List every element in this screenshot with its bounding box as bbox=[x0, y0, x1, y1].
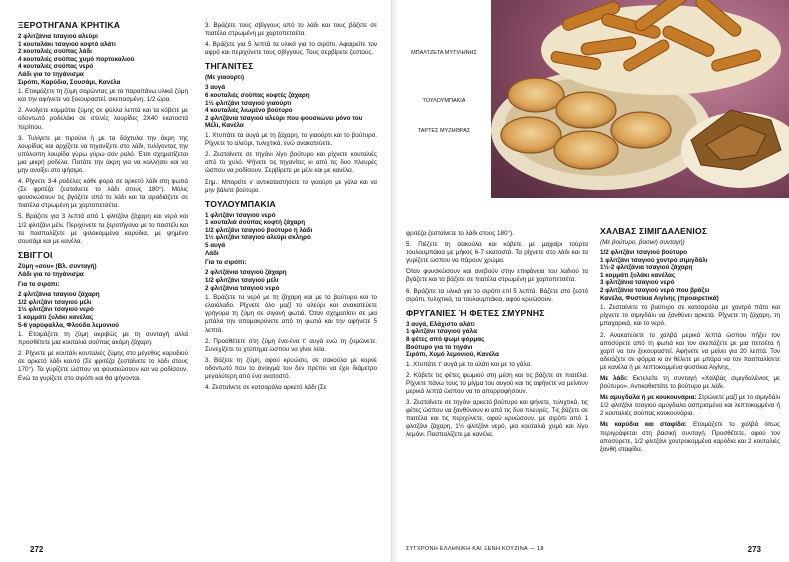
ingredient: 4 κουταλιές σούπας νερό bbox=[18, 63, 94, 71]
ingredient: 1/2 φλιτζάνι τσαγιού μέλι bbox=[205, 276, 279, 284]
step: 1. Ζεσταίνετε το βούτυρο σε κατσαρόλα με χοντρό πάτο και ρίχνετε το σιμιγδάλι να ξανθύνει αρκετά. Ρίχνετε τη ζάχαρη, τη μπαχαρικά, και το νερό. bbox=[600, 304, 780, 328]
step: 3. Βράζετε τους σβίγγους από το λάδι και τους βάζετε σε πιατέλα στρωμένη με χαρτοπετσέτα. bbox=[205, 22, 377, 38]
step: Όταν φουσκώσουν και ανεβούν στην επιφάνεια του λαδιού τα βγάζετε και τα βάζετε σε πιατέλα στρωμένη με χαρτοπετσέτα. bbox=[406, 268, 588, 284]
ingredient: 1 φλιτζάνι τσαγιού γάλα bbox=[406, 328, 477, 336]
ingredient: 3 φλιτζάνια τσαγιού νερό bbox=[600, 279, 675, 287]
step: 3. Βάζετε τη ζύμη, αφού κρυώσει, σε σακούλα με κορνέ οδοντωτό που το άνοιγμά του δεν πρέπει να έχει διάμετρο μεγαλύτερη από ένα εκατοστό. bbox=[205, 356, 377, 380]
right-column-2 bbox=[600, 222, 780, 457]
variation-text: Στρώνετε μαζί με το σιμιγδάλι 1/2 φλιτζάνι τσαγιού αμύγδαλα ασπρισμένα και λεπτοκομμένα ή 2 κουταλιές σούπας κουκουνάρια. bbox=[600, 394, 780, 418]
ingredient: 1/2 φλιτζάνι τσαγιού βούτυρο bbox=[600, 249, 688, 257]
step: 5. Πιέζετε τη σακούλα και κόβετε με μαχαίρι τούρτα τουλουμπάκια με μήκος 6-7 εκατοστά. Τα ρίχνετε στο λάδι και τα γυρίζετε ώσπου να πάρουν χρώμα. bbox=[406, 241, 588, 265]
step: 1. Ετοιμάζετε τη ζύμη σαρώντας με τα παραπάνω υλικά ζύμη και την αφήνετε να ξεκουραστεί, σκεπασμένη, 1/2 ώρα. bbox=[18, 88, 188, 104]
step: 6. Βράζετε τα υλικά για το σιρόπι επί 5 λεπτά. Βάζετε στο ζεστό σιρόπι, τυλιχτικά, τα τουλουμπάκια, αφού κρυώσουν. bbox=[406, 287, 588, 303]
ingredient-list bbox=[406, 321, 588, 359]
step: 1. Χτυπάτε τ' αυγά με το αλάτι και με το γάλα. bbox=[406, 360, 532, 368]
variation bbox=[600, 421, 780, 453]
photo-caption: ΤΟΥΛΟΥΜΠΑΚΙΑ bbox=[422, 98, 466, 104]
ingredient: Λάδι bbox=[205, 249, 219, 257]
ingredient: 5 αυγά bbox=[205, 242, 226, 250]
right-column-1 bbox=[406, 230, 588, 443]
ingredient-list bbox=[18, 33, 188, 86]
ingredient: 3 αυγά, Ελάχιστο αλάτι bbox=[406, 320, 475, 328]
ingredient-list bbox=[205, 84, 377, 130]
variation-text: Ετοιμάζετε το χαλβά όπως περιγράφεται στη βασική συνταγή. Προσθέτετε, αφού τον αποσύρετε, 1/2 φλιτζάνι χοντροκομμένα καρύδια και 2 κουταλιές ξανθή σταφίδα. bbox=[600, 421, 781, 453]
ingredient-list bbox=[18, 291, 188, 329]
recipe-title: ΤΟΥΛΟΥΜΠΑΚΙΑ bbox=[205, 198, 276, 209]
ingredient: Σιρόπι, Καρύδια, Σουσάμι, Κανέλα bbox=[18, 78, 121, 86]
food-photo bbox=[491, 0, 789, 198]
food-photo-illustration bbox=[491, 0, 789, 198]
variation-label: Με αμυγδαλα ή με κουκουνάρια: bbox=[600, 394, 697, 402]
step: 1. Βράζετε το νερό με τη ζάχαρη και με το βούτυρο και το ελαιόλαδο. Ρίχνετε όλο μαζί το αλεύρι και ανακατεύετε γρήγορα τη ζύμη σε σιγανή φωτιά. Όταν σχηματίσει σε μια μπάλα την απομακρύνετε από τη φωτιά και την αφήνετε 5 λεπτά. bbox=[205, 294, 377, 334]
page-number: 273 bbox=[747, 545, 761, 554]
ingredient: 1½ φλιτζάνι τσαγιού γιαούρτι bbox=[205, 99, 292, 107]
ingredient: 1½-2 φλιτζάνια τσαγιού ζάχαρη bbox=[600, 264, 693, 272]
ingredient: Σιρόπι, Χυμό λεμονιού, Κανέλα bbox=[406, 351, 499, 359]
step: 2. Ανακατεύετε το χαλβά μερικά λεπτά ώσπου πήξει τον αποσύρετε από τη φωτιά και τον σκεπάζετε με μια πετσέτα ή χαρτί να τον ξεκουραστεί. Αφήνετε να μείνει για 20 λεπτά. Τον αδειάζετε σε φόρμα κι αν θέλετε με μπάρα να τον πασπαλίσετε με κανέλα ή με λεπτοκομμένα φυστίκια Αιγίνης. bbox=[600, 331, 780, 371]
ingredient: 1 φλιτζάνι τσαγιού χοντρό σιμιγδάλι bbox=[600, 256, 708, 264]
ingredient: 2 φλιτζάνια τσαγιού ζάχαρη bbox=[205, 269, 287, 277]
recipe-title: ΦΡΥΓΑΝΙΕΣ Ή ΦΕΤΕΣ ΣΜΥΡΝΗΣ bbox=[406, 307, 545, 318]
step: 3. Τυλίγετε με πιρούνι ή με τα δάχτυλα την άκρη της λουρίδας και αρχίζετε να τηγανίζετε στο λάδι, τυλίγοντας την υπόλοιπη λουρίδα γύρω γύρω σαν ρολό. Έτσι σχηματίζεται μια μικρή ροδέλα. Πατάτε την άκρη για να κολλήσει και να μην ανοίξει στο ψήσιμο. bbox=[18, 134, 188, 174]
step: 2. Ρίχνετε με κουτάλι κουταλιές ζύμης στο μέγεθος καρυδιού σε αρκετό λάδι καυτό (Σε φριτέζα ζεσταίνετε το λάδι στους 170°). Τα γυρίζετε ώσπου να φουσκώσουν και να ροδίσουν. Ενώ τα γυρίζετε στο σιρόπι και θα ψήνονται. bbox=[18, 350, 188, 382]
recipe-subtitle: (Με βούτυρο, βασική συνταγή) bbox=[600, 239, 685, 246]
recipe-title: ΞΕΡΟΤΗΓΑΝΑ ΚΡΗΤΙΚΑ bbox=[18, 20, 121, 30]
left-column-2 bbox=[205, 22, 377, 395]
variation bbox=[600, 375, 780, 391]
ingredient: 1/2 φλιτζάνι τσαγιού βούτυρο ή λάδι bbox=[205, 226, 313, 234]
step: 5. Βράζετε για 3 λεπτά από 1 φλιτζάνι ζάχαρη και νερό και 1/2 φλιτζάνι μέλι. Περιχύνετε τα ξεροτήγανα με το παστέλι και τα πασπαλίζετε με ψιλοκομμένα καρύδια, με ψημένο σουσάμι και με κανέλα. bbox=[18, 213, 188, 245]
ingredient: 2 φλιτζάνια τσαγιού αλεύρι που φουσκώνει μόνο του bbox=[205, 114, 363, 122]
ingredient: Μέλι, Κανέλα bbox=[205, 122, 244, 130]
ingredient: 2 φλιτζάνια τσαγιού ζάχαρη bbox=[18, 291, 100, 299]
ingredient: 1/2 φλιτζάνι τσαγιού μέλι bbox=[18, 298, 92, 306]
page-number: 272 bbox=[30, 545, 44, 554]
recipe-title: ΧΑΛΒΑΣ ΣΙΜΙΓΔΑΛΕΝΙΟΣ bbox=[600, 226, 708, 236]
step: 2. Κόβετε τις φέτες ψωμιού στη μέση και τις βάζετε σε πιατέλα. Ρίχνετε πάνω τους το μίγμα του αυγού και τις αφήνετε να μείνουν μερικά λεπτά ώσπου να το απορροφήσουν. bbox=[406, 371, 588, 395]
ingredient: 1½ φλιτζάνι τσαγιού αλεύρι σκληρό bbox=[205, 234, 311, 242]
ingredient: 1 κουταλάκι τσαγιού κοφτό αλάτι bbox=[18, 40, 116, 48]
note: Σημ.: Μπορείτε ν' αντικαταστήσετε το γιαούρτι με γάλα και να μην βάλετε βούτυρο. bbox=[205, 179, 377, 194]
right-page bbox=[396, 0, 789, 562]
ingredient: 2 κουταλιές σούπας λάδι bbox=[18, 48, 92, 56]
recipe-subtitle: Ζύμη «σου» (Βλ. συνταγή) Λάδι για το τηγάνισμα bbox=[18, 262, 97, 278]
ingredient: Λάδι για το τηγάνισμα bbox=[18, 70, 84, 78]
step: 2. Προσθέτετε στη ζύμη ένα-ένα τ' αυγά ενώ τη ζυμώνετε. Συνεχίζετε το χτύπημα ώσπου να γίνει λεία. bbox=[205, 337, 377, 353]
photo-caption: ΜΠΑΛΤΖΕΤΑ ΜΥΤΙΛΗΝΗΣ bbox=[411, 50, 477, 56]
ingredient: 5-6 γαρύφαλλα, Φλούδα λεμονιού bbox=[18, 321, 119, 329]
recipe-subtitle: (Με γιαούρτι) bbox=[205, 74, 245, 82]
ingredient: Κανέλα, Φυστίκια Αιγίνης (προαιρετικά) bbox=[600, 294, 719, 302]
step: 2. Ανοίγετε κομμάτια ζύμης σε φύλλα λεπτά και τα κόβετε με οδοντωτό ροδελάκι σε στενές λουρίδες 2Χ40 εκατοστά περίπου. bbox=[18, 107, 188, 131]
recipe-title: ΣΒΙΓΓΟΙ bbox=[18, 249, 53, 260]
step: 3. Ζεσταίνετε σε τηγάνι αρκετό βούτυρο και ψήνετε, τυλιχτικά, τις φέτες ώσπου να ξανθύνουν κι από τις δυο πλευρές. Τις βάζετε σε πιατέλα και τις περιχύνετε, αφού κρυώσουν, με σιρόπι από 1 φλιτζάνι ζάχαρη, 1½ φλιτζάνι νερό, μια κουταλιά χυμό και λίγο λεμόνι. Πασπαλίζετε με κανέλα. bbox=[406, 399, 588, 439]
step: 4. Βράζετε για 5 λεπτά τα υλικά για το σιρόπι. Αφαιρείτε τον αφρό και περιχύνετε τους σβίγγους. Τους σερβίρετε ζεστούς. bbox=[205, 41, 377, 57]
ingredient-list bbox=[205, 269, 377, 292]
page-footer: ΣΥΓΧΡΟΝΗ ΕΛΛΗΝΙΚΗ ΚΑΙ ΞΕΝΗ ΚΟΥΖΙΝΑ — 18 bbox=[406, 546, 544, 552]
step: 4. Ρίχνετε 3-4 ροδέλες κάθε φορά σε αρκετό λάδι στη φωτιά (Σε φριτέζα ζεσταίνετε το λάδι στους 180°). Μόλις φουσκώσουν τις βγάζετε από το λάδι και τα αραδιάζετε σε πιατέλα στρωμένη με χαρτοπετσέτα. bbox=[18, 178, 188, 210]
variation bbox=[600, 394, 780, 418]
step: 1. Χτυπάτε τα αυγά με τη ζάχαρη, το γιαούρτι και το βούτυρο. Ρίχνετε το αλεύρι, τυλιχτικά, ενώ ανακατεύετε. bbox=[205, 132, 377, 148]
photo-caption: ΤΑΡΤΕΣ ΜΥΖΗΘΡΑΣ bbox=[417, 128, 471, 134]
variation-text: Εκτελείτε τη συνταγή «Χαλβάς σιμιγδαλένιος με βούτυρο». Αντικαθιστάτε το βούτυρο με λάδι. bbox=[600, 375, 780, 391]
ingredient: 1 κομμάτι ξυλάκι κανέλας bbox=[600, 271, 676, 279]
ingredient: 2 φλιτζάνια τσαγιού νερό που βράζει bbox=[600, 287, 710, 295]
ingredient: 1 κομμάτι ξυλάκι κανέλας bbox=[18, 313, 94, 321]
step: φριτέζα ζεσταίνετε το λάδι στους 180°). bbox=[406, 230, 514, 237]
variation-label: Με καρύδια και σταφίδα: bbox=[600, 421, 687, 429]
syrup-label: Για το σιρόπι: bbox=[18, 281, 60, 289]
ingredient: 1½ φλιτζάνι τσαγιού νερό bbox=[18, 306, 94, 314]
variation-label: Με λάδι: bbox=[600, 375, 628, 382]
ingredient-list bbox=[205, 212, 377, 258]
ingredient: Βούτυρο για το τηγάνι bbox=[406, 343, 473, 351]
ingredient-list bbox=[600, 249, 780, 302]
ingredient: 3 αυγά bbox=[205, 84, 226, 92]
ingredient: 4 κουταλιές σούπας χυμό πορτοκαλιού bbox=[18, 55, 135, 63]
ingredient: 6 κουταλιές σούπας κοφτές ζάχαρη bbox=[205, 92, 310, 100]
step: 4. Ζεσταίνετε σε κατσαρόλα αρκετό λάδι (Σε bbox=[205, 384, 327, 392]
step: 2. Ζεσταίνετε σε τηγάνι λίγο βούτυρο και ρίχνετε κουταλιές από το χυλό. Ψήνετε τις τηγανίτες κι από τις δυο πλευρές ώσπου να ροδίσουν. Σερβίρετε με μέλι και με κανέλα. bbox=[205, 151, 377, 175]
ingredient: 1 κουταλιά σούπας κοφτή ζάχαρη bbox=[205, 219, 306, 227]
left-page bbox=[0, 0, 392, 562]
ingredient: 1 φλιτζάνι τσαγιού νερό bbox=[205, 211, 276, 219]
ingredient: 2 φλιτζάνια τσαγιού νερό bbox=[205, 284, 280, 292]
syrup-label: Για το σιρόπι: bbox=[205, 259, 247, 267]
ingredient: 8 φέτες από ψωμί φόρμας bbox=[406, 335, 485, 343]
step: 1. Ετοιμάζετε τη ζύμη ακριβώς με τη συνταγή αλλά προσθέτετε μια κουταλιά σούπας ακόμη ζάχαρη. bbox=[18, 331, 188, 347]
left-column-1 bbox=[18, 16, 188, 386]
ingredient: 4 κουταλιές λιωμένο βούτυρο bbox=[205, 107, 293, 115]
recipe-title: ΤΗΓΑΝΙΤΕΣ bbox=[205, 61, 254, 72]
ingredient: 2 φλιτζάνια τσαγιού αλεύρι bbox=[18, 33, 98, 40]
